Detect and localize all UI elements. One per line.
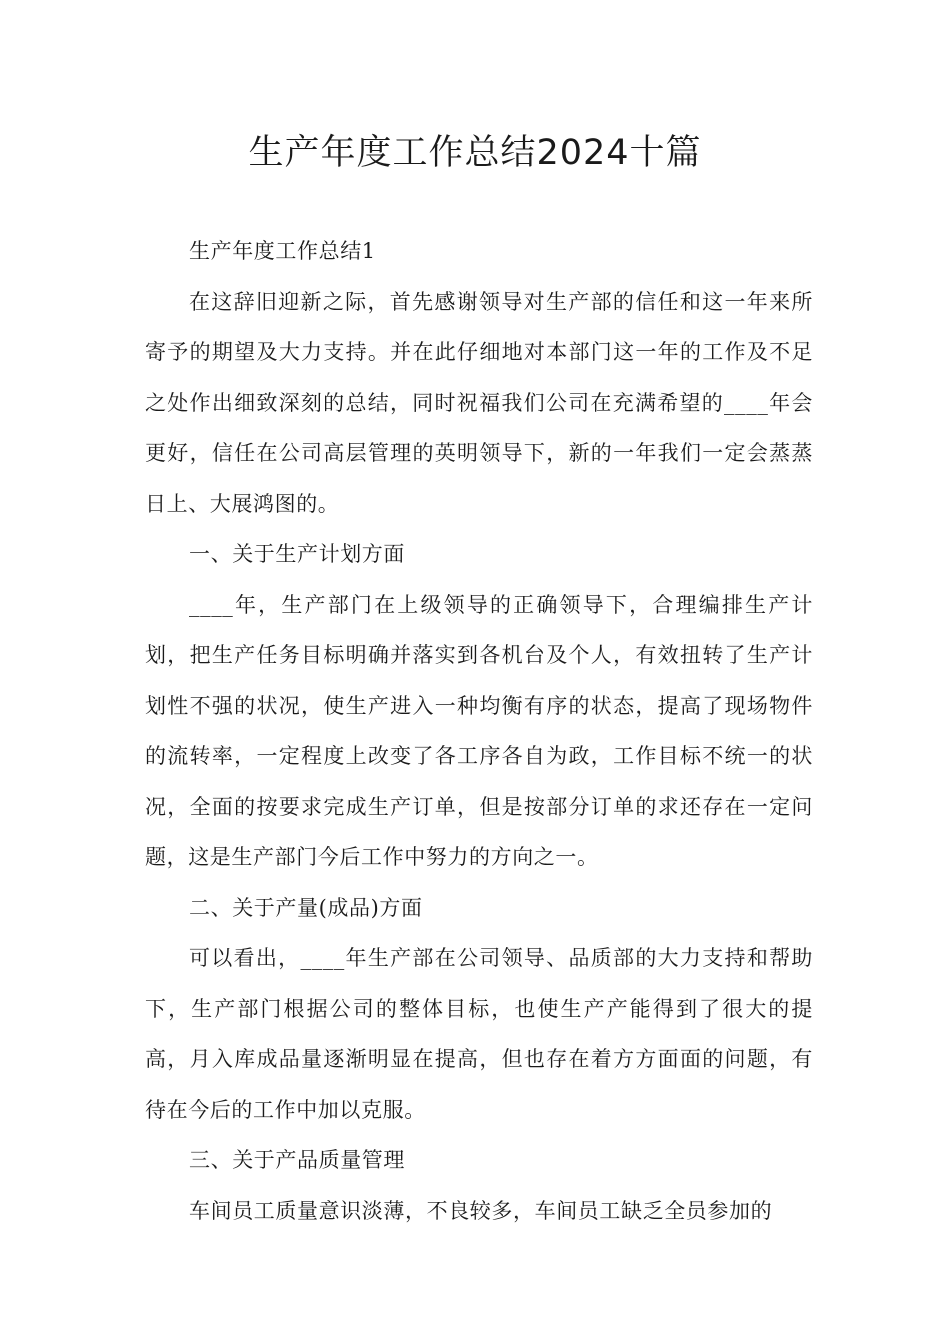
section-heading: 二、关于产量(成品)方面 bbox=[189, 895, 423, 920]
section-heading: 三、关于产品质量管理 bbox=[189, 1148, 405, 1172]
document-title: 生产年度工作总结2024十篇 bbox=[248, 133, 702, 173]
paragraph: 可以看出，____年生产部在公司领导、品质部的大力支持和帮助下，生产部门根据公司的整体目标，也使生产产能得到了很大的提高，月入库成品量逐渐明显在提高，但也存在着方方面面的问题，有待在今后的工作中加以克服。 bbox=[145, 946, 813, 1122]
section-heading: 生产年度工作总结1 bbox=[189, 239, 376, 263]
paragraph: ____年，生产部门在上级领导的正确领导下，合理编排生产计划，把生产任务目标明确并落实到各机台及个人，有效扭转了生产计划性不强的状况，使生产进入一种均衡有序的状态，提高了现场物件的流转率，一定程度上改变了各工序各自为政，工作目标不统一的状况，全面的按要求完成生产订单，但是按部分订单的求还存在一定问题，这是生产部门今后工作中努力的方向之一。 bbox=[145, 592, 813, 869]
paragraph: 车间员工质量意识淡薄，不良较多，车间员工缺乏全员参加的 bbox=[189, 1198, 773, 1223]
document-body bbox=[145, 226, 813, 1236]
section-heading: 一、关于生产计划方面 bbox=[189, 542, 405, 566]
paragraph: 在这辞旧迎新之际，首先感谢领导对生产部的信任和这一年来所寄予的期望及大力支持。并在此仔细地对本部门这一年的工作及不足之处作出细致深刻的总结，同时祝福我们公司在充满希望的____年会更好，信任在公司高层管理的英明领导下，新的一年我们一定会蒸蒸日上、大展鸿图的。 bbox=[145, 289, 813, 516]
